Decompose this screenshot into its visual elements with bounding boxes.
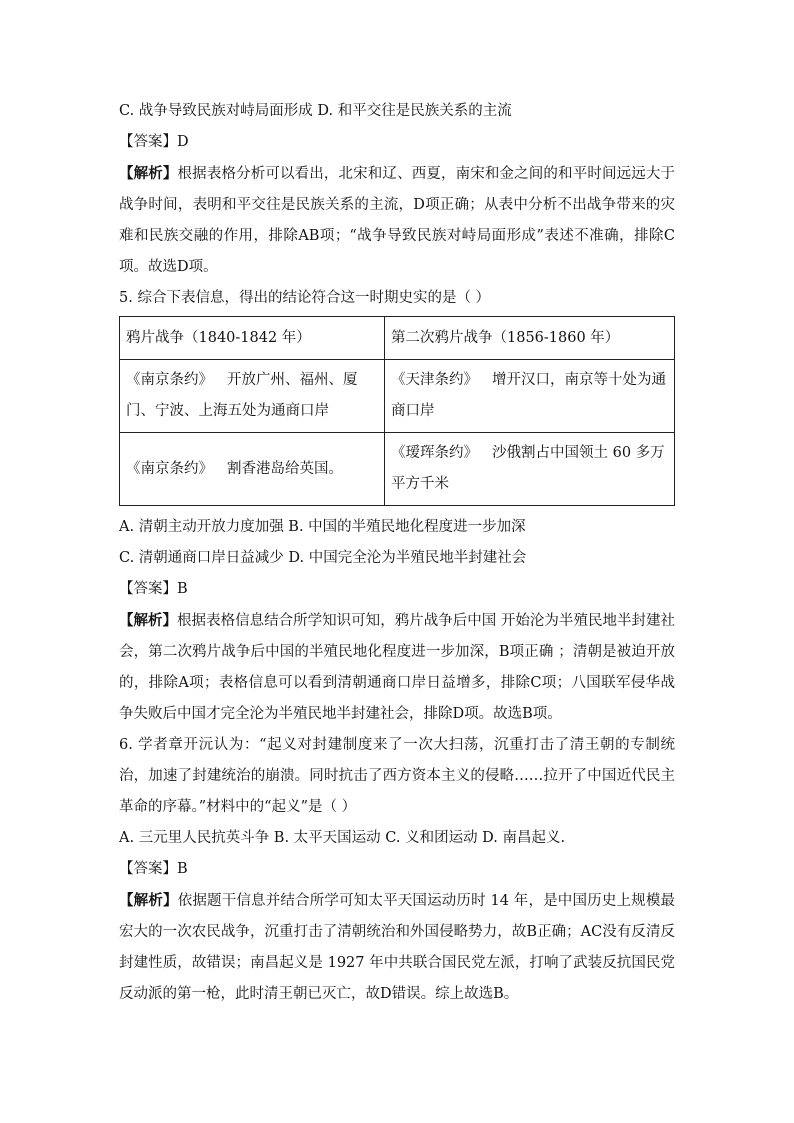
treaty-name: 《南京条约》 (126, 372, 213, 388)
table-cell (120, 360, 385, 433)
analysis-label: 【解析】 (119, 612, 178, 629)
table-header-cell: 鸦片战争（1840-1842 年） (120, 317, 385, 360)
q6-options: A. 三元里人民抗英斗争 B. 太平天国运动 C. 义和团运动 D. 南昌起义. (119, 830, 566, 846)
q5-table (119, 316, 675, 506)
q5-stem: 5. 综合下表信息，得出的结论符合这一时期史实的是（ ） (119, 290, 491, 306)
treaty-name: 《天津条约》 (391, 372, 478, 388)
table-cell (385, 360, 675, 433)
table-header-cell: 第二次鸦片战争（1856-1860 年） (385, 317, 675, 360)
treaty-content: 割香港岛给英国。 (227, 460, 343, 477)
treaty-name: 《南京条约》 (126, 460, 213, 477)
q6-answer: 【答案】B (119, 861, 188, 877)
q6-analysis-text: 依据题干信息并结合所学可知太平天国运动历时 14 年，是中国历史上规模最宏大的一次农民战争，沉重打击了清朝统治和外国侵略势力，故B正确；AC没有反清反封建性质，故错误；南昌起义是 1927 年中共联合国民党左派，打响了武装反抗国民党反动派的第一枪，此时清王朝已灭亡，故D错误。综上故选B。 (119, 893, 675, 1002)
document-page (119, 96, 675, 1010)
q5-options-ab: A. 清朝主动开放力度加强 B. 中国的半殖民地化程度进一步加深 (119, 519, 526, 535)
table-cell (385, 433, 675, 506)
analysis-label: 【解析】 (119, 892, 178, 909)
table-header-row (120, 317, 675, 360)
q6-stem: 6. 学者章开沅认为：“起义对封建制度来了一次大扫荡，沉重打击了清王朝的专制统治，加速了封建统治的崩溃。同时抗击了西方资本主义的侵略……拉开了中国近代民主革命的序幕。”材料中的“起义”是（ ） (119, 737, 675, 815)
q5-analysis (119, 605, 675, 730)
table-cell (120, 433, 385, 506)
q4-analysis (119, 158, 675, 283)
q4-options-cd: C. 战争导致民族对峙局面形成 D. 和平交往是民族关系的主流 (119, 103, 512, 119)
q4-answer: 【答案】D (119, 134, 189, 150)
table-row (120, 433, 675, 506)
treaty-content: 沙俄割占中国领土 60 多万平方千米 (391, 445, 665, 492)
table-row (120, 360, 675, 433)
analysis-label: 【解析】 (119, 165, 178, 182)
treaty-name: 《瑷珲条约》 (391, 445, 478, 461)
treaty-content: 增开汉口，南京等十处为通商口岸 (391, 372, 666, 419)
treaty-content: 开放广州、福州、厦门、宁波、上海五处为通商口岸 (126, 372, 358, 419)
q6-analysis (119, 885, 675, 1010)
q5-analysis-text: 根据表格信息结合所学知识可知，鸦片战争后中国 开始沦为半殖民地半封建社会，第二次鸦片战争后中国的半殖民地化程度进一步加深，B项正确 ；清朝是被迫开放的，排除A项；表格信息可以看到清朝通商口岸日益增多，排除C项；八国联军侵华战争失败后中国才完全沦为半殖民地半封建社会，排除D项。故选B项。 (119, 613, 676, 722)
q4-analysis-text: 根据表格分析可以看出，北宋和辽、西夏，南宋和金之间的和平时间远远大于战争时间，表明和平交往是民族关系的主流，D项正确；从表中分析不出战争带来的灾难和民族交融的作用，排除AB项；“战争导致民族对峙局面形成”表述不准确，排除C项。故选D项。 (119, 166, 676, 275)
q5-options-cd: C. 清朝通商口岸日益减少 D. 中国完全沦为半殖民地半封建社会 (119, 550, 527, 566)
q5-answer: 【答案】B (119, 581, 188, 597)
